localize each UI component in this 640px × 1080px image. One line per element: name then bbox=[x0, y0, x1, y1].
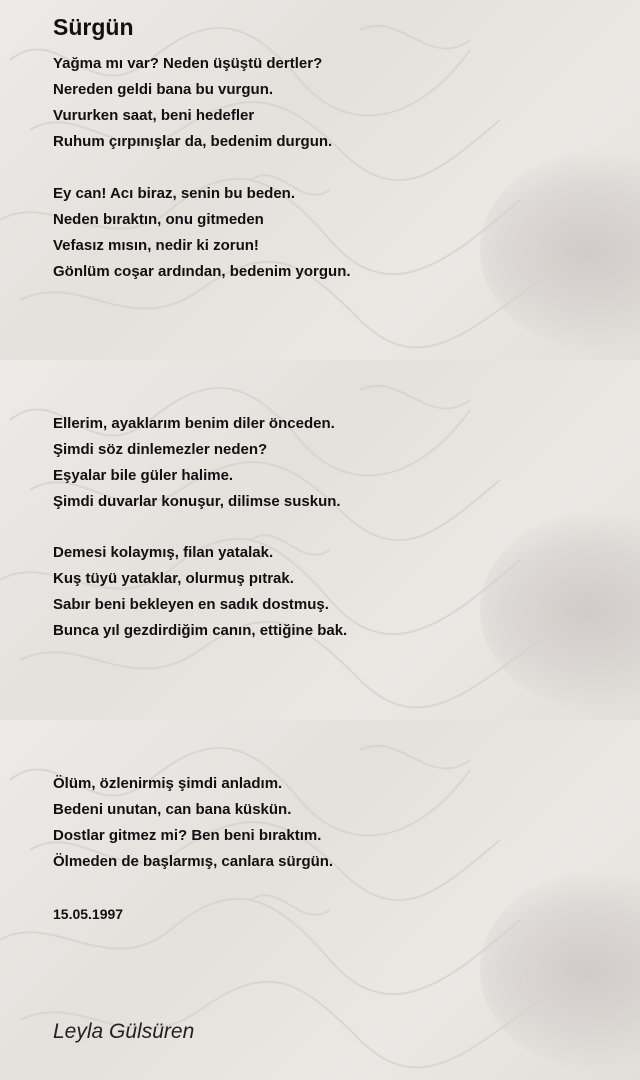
verse-line: Sabır beni bekleyen en sadık dostmuş. bbox=[53, 596, 329, 613]
poem-date: 15.05.1997 bbox=[53, 906, 124, 922]
stanza-5 bbox=[53, 771, 333, 875]
verse-line: Ellerim, ayaklarım benim diler önceden. bbox=[53, 415, 335, 432]
verse-line: Kuş tüyü yataklar, olurmuş pıtrak. bbox=[53, 570, 294, 587]
verse-line: Vururken saat, beni hedefler bbox=[53, 107, 255, 124]
verse-line: Neden bıraktın, onu gitmeden bbox=[53, 211, 264, 228]
poem-title: Sürgün bbox=[53, 14, 134, 40]
author-name: Leyla Gülsüren bbox=[53, 1020, 195, 1043]
stanza-4 bbox=[53, 540, 347, 644]
stanza-3 bbox=[53, 411, 341, 515]
verse-line: Şimdi duvarlar konuşur, dilimse suskun. bbox=[53, 493, 341, 510]
verse-line: Eşyalar bile güler halime. bbox=[53, 467, 234, 484]
verse-line: Dostlar gitmez mi? Ben beni bıraktım. bbox=[53, 827, 322, 844]
verse-line: Ölüm, özlenirmiş şimdi anladım. bbox=[53, 775, 283, 792]
verse-line: Gönlüm coşar ardından, bedenim yorgun. bbox=[53, 263, 351, 280]
stanza-1 bbox=[53, 51, 332, 155]
verse-line: Ruhum çırpınışlar da, bedenim durgun. bbox=[53, 133, 333, 150]
verse-line: Bedeni unutan, can bana küskün. bbox=[53, 801, 292, 818]
stanza-2 bbox=[53, 181, 351, 285]
verse-line: Yağma mı var? Neden üşüştü dertler? bbox=[53, 55, 323, 72]
verse-line: Bunca yıl gezdirdiğim canın, ettiğine bak. bbox=[53, 622, 348, 639]
verse-line: Demesi kolaymış, filan yatalak. bbox=[53, 544, 274, 561]
verse-line: Şimdi söz dinlemezler neden? bbox=[53, 441, 268, 458]
verse-line: Ölmeden de başlarmış, canlara sürgün. bbox=[53, 853, 334, 870]
verse-line: Nereden geldi bana bu vurgun. bbox=[53, 81, 274, 98]
verse-line: Vefasız mısın, nedir ki zorun! bbox=[53, 237, 259, 254]
verse-line: Ey can! Acı biraz, senin bu beden. bbox=[53, 185, 295, 202]
